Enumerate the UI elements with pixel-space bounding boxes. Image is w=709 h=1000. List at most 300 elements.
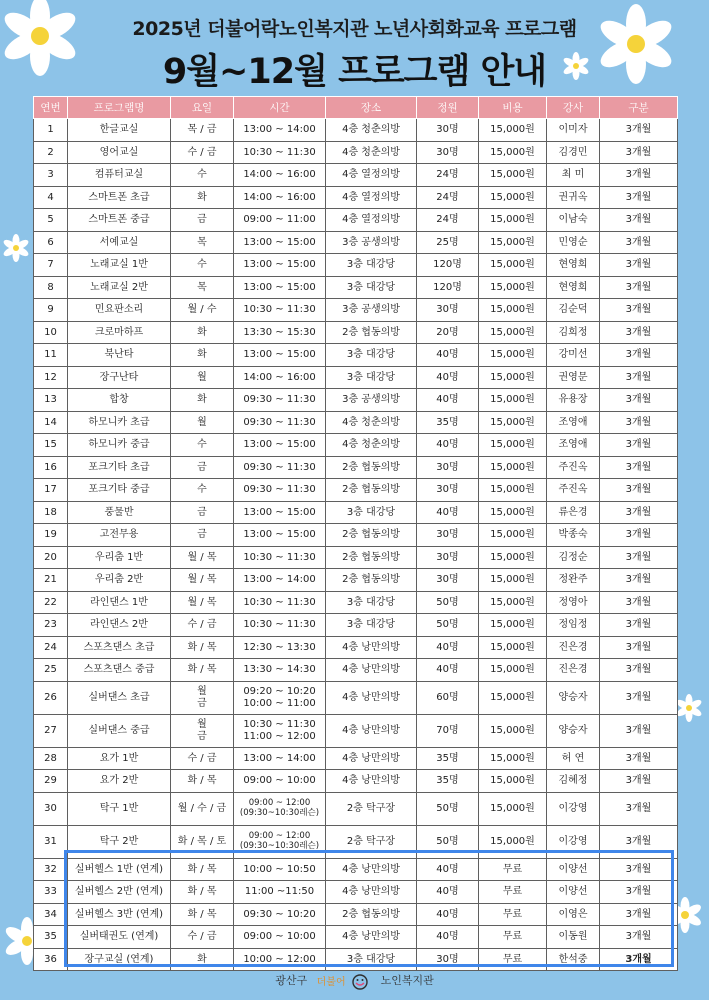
time-cell: 10:00 ~ 10:50 <box>234 858 326 881</box>
instructor-cell: 민영순 <box>547 231 600 254</box>
table-row <box>34 591 678 614</box>
day-cell: 화 <box>171 186 234 209</box>
table-row <box>34 524 678 547</box>
capacity-cell: 30명 <box>417 524 479 547</box>
location-cell: 3층 대강당 <box>326 501 417 524</box>
table-row <box>34 881 678 904</box>
term-cell: 3개월 <box>600 164 678 187</box>
time-cell: 09:30 ~ 11:30 <box>234 479 326 502</box>
time-cell: 13:30 ~ 15:30 <box>234 321 326 344</box>
day-cell: 월 / 목 <box>171 591 234 614</box>
capacity-cell: 60명 <box>417 681 479 714</box>
term-cell: 3개월 <box>600 714 678 747</box>
capacity-cell: 30명 <box>417 569 479 592</box>
fee-cell: 15,000원 <box>479 456 547 479</box>
fee-cell: 무료 <box>479 858 547 881</box>
capacity-cell: 24명 <box>417 186 479 209</box>
instructor-cell: 김희정 <box>547 321 600 344</box>
table-row <box>34 344 678 367</box>
day-cell: 월 <box>171 366 234 389</box>
instructor-cell: 이동원 <box>547 926 600 949</box>
instructor-cell: 이양선 <box>547 858 600 881</box>
location-cell: 2층 탁구장 <box>326 792 417 825</box>
location-cell: 4층 청춘의방 <box>326 141 417 164</box>
fee-cell: 15,000원 <box>479 119 547 142</box>
fee-cell: 15,000원 <box>479 770 547 793</box>
table-row <box>34 209 678 232</box>
location-cell: 2층 협동의방 <box>326 524 417 547</box>
row-number-cell: 1 <box>34 119 68 142</box>
capacity-cell: 30명 <box>417 546 479 569</box>
day-cell: 월 / 목 <box>171 546 234 569</box>
program-name-cell: 탁구 2반 <box>68 825 171 858</box>
day-cell: 수 <box>171 164 234 187</box>
location-cell: 3층 대강당 <box>326 591 417 614</box>
row-number-cell: 18 <box>34 501 68 524</box>
day-cell: 금 <box>171 501 234 524</box>
program-name-cell: 한글교실 <box>68 119 171 142</box>
column-header: 강사 <box>547 97 600 119</box>
fee-cell: 15,000원 <box>479 569 547 592</box>
fee-cell: 15,000원 <box>479 209 547 232</box>
time-cell: 09:00 ~ 10:00 <box>234 926 326 949</box>
time-line: 09:00 ~ 12:00 <box>248 797 311 808</box>
table-row <box>34 569 678 592</box>
fee-cell: 15,000원 <box>479 714 547 747</box>
instructor-cell: 주진옥 <box>547 456 600 479</box>
term-cell: 3개월 <box>600 792 678 825</box>
term-cell: 3개월 <box>600 546 678 569</box>
capacity-cell: 24명 <box>417 164 479 187</box>
fee-cell: 15,000원 <box>479 141 547 164</box>
location-cell: 4층 낭만의방 <box>326 659 417 682</box>
column-header: 장소 <box>326 97 417 119</box>
term-cell: 3개월 <box>600 434 678 457</box>
capacity-cell: 30명 <box>417 119 479 142</box>
flower-icon <box>675 694 703 722</box>
fee-cell: 15,000원 <box>479 254 547 277</box>
location-cell: 3층 대강당 <box>326 344 417 367</box>
program-name-cell: 노래교실 2반 <box>68 276 171 299</box>
location-cell: 2층 협동의방 <box>326 546 417 569</box>
term-cell: 3개월 <box>600 209 678 232</box>
row-number-cell: 15 <box>34 434 68 457</box>
time-cell: 10:30 ~ 11:30 <box>234 614 326 637</box>
program-name-cell: 우리춤 2반 <box>68 569 171 592</box>
table-row <box>34 501 678 524</box>
program-name-cell: 하모니카 초급 <box>68 411 171 434</box>
location-cell: 4층 청춘의방 <box>326 119 417 142</box>
instructor-cell: 권영문 <box>547 366 600 389</box>
column-header: 시간 <box>234 97 326 119</box>
term-cell: 3개월 <box>600 276 678 299</box>
row-number-cell: 27 <box>34 714 68 747</box>
term-cell: 3개월 <box>600 659 678 682</box>
day-cell: 금 <box>171 524 234 547</box>
fee-cell: 무료 <box>479 881 547 904</box>
fee-cell: 15,000원 <box>479 389 547 412</box>
row-number-cell: 2 <box>34 141 68 164</box>
table-row <box>34 792 678 825</box>
row-number-cell: 24 <box>34 636 68 659</box>
row-number-cell: 26 <box>34 681 68 714</box>
time-cell: 11:00 ~11:50 <box>234 881 326 904</box>
fee-cell: 15,000원 <box>479 231 547 254</box>
program-name-cell: 포크기타 중급 <box>68 479 171 502</box>
capacity-cell: 35명 <box>417 770 479 793</box>
location-cell: 4층 청춘의방 <box>326 411 417 434</box>
location-cell: 2층 협동의방 <box>326 903 417 926</box>
row-number-cell: 12 <box>34 366 68 389</box>
instructor-cell: 진은경 <box>547 659 600 682</box>
program-name-cell: 장구교실 (연계) <box>68 948 171 971</box>
location-cell: 4층 낭만의방 <box>326 714 417 747</box>
location-cell: 2층 협동의방 <box>326 456 417 479</box>
instructor-cell: 진은경 <box>547 636 600 659</box>
fee-cell: 15,000원 <box>479 276 547 299</box>
fee-cell: 15,000원 <box>479 186 547 209</box>
capacity-cell: 30명 <box>417 456 479 479</box>
day-cell <box>171 681 234 714</box>
table-row <box>34 546 678 569</box>
program-name-cell: 요가 1반 <box>68 747 171 770</box>
row-number-cell: 30 <box>34 792 68 825</box>
table-row <box>34 926 678 949</box>
location-cell: 3층 대강당 <box>326 254 417 277</box>
term-cell: 3개월 <box>600 299 678 322</box>
table-row <box>34 389 678 412</box>
day-cell: 수 / 금 <box>171 926 234 949</box>
program-name-cell: 북난타 <box>68 344 171 367</box>
term-cell: 3개월 <box>600 681 678 714</box>
smile-logo-icon <box>349 974 371 990</box>
program-name-cell: 합창 <box>68 389 171 412</box>
instructor-cell: 김정순 <box>547 546 600 569</box>
time-line: 10:30 ~ 11:30 <box>243 719 316 730</box>
fee-cell: 15,000원 <box>479 164 547 187</box>
capacity-cell: 30명 <box>417 479 479 502</box>
fee-cell: 15,000원 <box>479 591 547 614</box>
table-row <box>34 479 678 502</box>
program-name-cell: 포크기타 초급 <box>68 456 171 479</box>
day-cell: 수 <box>171 479 234 502</box>
capacity-cell: 50명 <box>417 825 479 858</box>
instructor-cell: 김혜정 <box>547 770 600 793</box>
location-cell: 4층 열정의방 <box>326 186 417 209</box>
capacity-cell: 40명 <box>417 344 479 367</box>
instructor-cell: 김경민 <box>547 141 600 164</box>
day-line: 금 <box>197 697 207 709</box>
capacity-cell: 40명 <box>417 926 479 949</box>
row-number-cell: 20 <box>34 546 68 569</box>
program-name-cell: 실버댄스 초급 <box>68 681 171 714</box>
time-cell: 10:00 ~ 12:00 <box>234 948 326 971</box>
table-row <box>34 411 678 434</box>
column-header: 요일 <box>171 97 234 119</box>
table-row <box>34 321 678 344</box>
capacity-cell: 70명 <box>417 714 479 747</box>
day-cell: 수 / 금 <box>171 747 234 770</box>
term-cell: 3개월 <box>600 591 678 614</box>
footer <box>0 972 709 990</box>
program-name-cell: 실버댄스 중급 <box>68 714 171 747</box>
program-name-cell: 풍물반 <box>68 501 171 524</box>
day-cell: 목 <box>171 276 234 299</box>
program-name-cell: 서예교실 <box>68 231 171 254</box>
row-number-cell: 19 <box>34 524 68 547</box>
term-cell: 3개월 <box>600 926 678 949</box>
term-cell: 3개월 <box>600 456 678 479</box>
table-body <box>34 119 678 971</box>
term-cell: 3개월 <box>600 321 678 344</box>
program-name-cell: 실버헬스 1반 (연계) <box>68 858 171 881</box>
day-cell: 화 <box>171 389 234 412</box>
instructor-cell: 한석중 <box>547 948 600 971</box>
program-name-cell: 크로마하프 <box>68 321 171 344</box>
table-row <box>34 231 678 254</box>
time-cell: 09:30 ~ 11:30 <box>234 411 326 434</box>
day-cell: 화 / 목 <box>171 636 234 659</box>
term-cell: 3개월 <box>600 770 678 793</box>
term-cell: 3개월 <box>600 858 678 881</box>
day-line: 월 <box>197 719 207 730</box>
capacity-cell: 30명 <box>417 948 479 971</box>
capacity-cell: 40명 <box>417 858 479 881</box>
fee-cell: 15,000원 <box>479 825 547 858</box>
time-line: 10:00 ~ 11:00 <box>243 697 316 709</box>
location-cell: 4층 열정의방 <box>326 209 417 232</box>
location-cell: 3층 공생의방 <box>326 389 417 412</box>
location-cell: 2층 협동의방 <box>326 479 417 502</box>
row-number-cell: 11 <box>34 344 68 367</box>
instructor-cell: 최 미 <box>547 164 600 187</box>
day-line: 월 <box>197 686 207 697</box>
instructor-cell: 조영애 <box>547 434 600 457</box>
location-cell: 3층 대강당 <box>326 276 417 299</box>
capacity-cell: 50명 <box>417 792 479 825</box>
capacity-cell: 40명 <box>417 903 479 926</box>
table-row <box>34 747 678 770</box>
capacity-cell: 35명 <box>417 747 479 770</box>
location-cell: 4층 낭만의방 <box>326 770 417 793</box>
table-row <box>34 299 678 322</box>
location-cell: 4층 낭만의방 <box>326 858 417 881</box>
table-row <box>34 659 678 682</box>
row-number-cell: 14 <box>34 411 68 434</box>
term-cell: 3개월 <box>600 948 678 971</box>
row-number-cell: 23 <box>34 614 68 637</box>
day-cell: 금 <box>171 209 234 232</box>
day-cell: 월 <box>171 411 234 434</box>
time-cell: 13:00 ~ 15:00 <box>234 254 326 277</box>
capacity-cell: 25명 <box>417 231 479 254</box>
table-header-row <box>34 97 678 119</box>
fee-cell: 15,000원 <box>479 479 547 502</box>
location-cell: 4층 청춘의방 <box>326 434 417 457</box>
time-cell: 12:30 ~ 13:30 <box>234 636 326 659</box>
term-cell: 3개월 <box>600 254 678 277</box>
program-name-cell: 탁구 1반 <box>68 792 171 825</box>
instructor-cell: 이영은 <box>547 903 600 926</box>
instructor-cell: 김순덕 <box>547 299 600 322</box>
day-cell: 화 / 목 <box>171 903 234 926</box>
time-cell: 10:30 ~ 11:30 <box>234 141 326 164</box>
day-cell: 화 / 목 / 토 <box>171 825 234 858</box>
day-cell: 월 / 목 <box>171 569 234 592</box>
fee-cell: 15,000원 <box>479 411 547 434</box>
instructor-cell: 권귀옥 <box>547 186 600 209</box>
row-number-cell: 25 <box>34 659 68 682</box>
row-number-cell: 29 <box>34 770 68 793</box>
location-cell: 2층 협동의방 <box>326 569 417 592</box>
location-cell: 4층 낭만의방 <box>326 681 417 714</box>
row-number-cell: 5 <box>34 209 68 232</box>
time-cell <box>234 681 326 714</box>
program-name-cell: 컴퓨터교실 <box>68 164 171 187</box>
instructor-cell: 정완주 <box>547 569 600 592</box>
day-cell: 수 / 금 <box>171 141 234 164</box>
row-number-cell: 36 <box>34 948 68 971</box>
location-cell: 4층 낭만의방 <box>326 747 417 770</box>
row-number-cell: 34 <box>34 903 68 926</box>
program-name-cell: 스포츠댄스 초급 <box>68 636 171 659</box>
row-number-cell: 9 <box>34 299 68 322</box>
table-row <box>34 119 678 142</box>
time-cell: 10:30 ~ 11:30 <box>234 591 326 614</box>
day-cell: 월 / 수 / 금 <box>171 792 234 825</box>
footer-district: 광산구 <box>275 974 308 987</box>
time-cell: 13:00 ~ 14:00 <box>234 119 326 142</box>
time-cell: 14:00 ~ 16:00 <box>234 186 326 209</box>
capacity-cell: 24명 <box>417 209 479 232</box>
capacity-cell: 120명 <box>417 254 479 277</box>
program-name-cell: 스포츠댄스 중급 <box>68 659 171 682</box>
instructor-cell: 이남숙 <box>547 209 600 232</box>
row-number-cell: 33 <box>34 881 68 904</box>
instructor-cell: 이강영 <box>547 792 600 825</box>
table-row <box>34 141 678 164</box>
term-cell: 3개월 <box>600 344 678 367</box>
instructor-cell: 조영애 <box>547 411 600 434</box>
instructor-cell: 이강영 <box>547 825 600 858</box>
time-cell <box>234 714 326 747</box>
instructor-cell: 정영아 <box>547 591 600 614</box>
program-name-cell: 장구난타 <box>68 366 171 389</box>
term-cell: 3개월 <box>600 389 678 412</box>
location-cell: 3층 대강당 <box>326 366 417 389</box>
table-row <box>34 254 678 277</box>
table-row <box>34 948 678 971</box>
time-line: (09:30~10:30레슨) <box>239 807 320 818</box>
instructor-cell: 박종숙 <box>547 524 600 547</box>
time-cell: 09:30 ~ 11:30 <box>234 456 326 479</box>
table-row <box>34 714 678 747</box>
day-cell: 수 <box>171 434 234 457</box>
capacity-cell: 50명 <box>417 591 479 614</box>
time-cell: 09:00 ~ 11:00 <box>234 209 326 232</box>
capacity-cell: 30명 <box>417 141 479 164</box>
location-cell: 3층 공생의방 <box>326 231 417 254</box>
day-cell: 월 / 수 <box>171 299 234 322</box>
time-cell: 10:30 ~ 11:30 <box>234 546 326 569</box>
instructor-cell: 현영희 <box>547 254 600 277</box>
day-cell: 화 / 목 <box>171 659 234 682</box>
time-cell: 13:00 ~ 14:00 <box>234 747 326 770</box>
capacity-cell: 40명 <box>417 501 479 524</box>
table-row <box>34 434 678 457</box>
location-cell: 2층 협동의방 <box>326 321 417 344</box>
page-title: 9월~12월 프로그램 안내 <box>162 52 547 92</box>
day-cell <box>171 714 234 747</box>
fee-cell: 15,000원 <box>479 659 547 682</box>
capacity-cell: 120명 <box>417 276 479 299</box>
capacity-cell: 30명 <box>417 299 479 322</box>
time-cell: 13:00 ~ 15:00 <box>234 434 326 457</box>
term-cell: 3개월 <box>600 186 678 209</box>
program-table <box>33 96 678 971</box>
capacity-cell: 50명 <box>417 614 479 637</box>
column-header: 연번 <box>34 97 68 119</box>
time-cell: 13:00 ~ 15:00 <box>234 231 326 254</box>
program-name-cell: 민요판소리 <box>68 299 171 322</box>
program-name-cell: 스마트폰 중급 <box>68 209 171 232</box>
capacity-cell: 40명 <box>417 881 479 904</box>
program-name-cell: 영어교실 <box>68 141 171 164</box>
term-cell: 3개월 <box>600 231 678 254</box>
location-cell: 4층 낭만의방 <box>326 926 417 949</box>
instructor-cell: 현영희 <box>547 276 600 299</box>
column-header: 프로그램명 <box>68 97 171 119</box>
logo <box>317 973 371 990</box>
time-cell: 13:00 ~ 15:00 <box>234 524 326 547</box>
program-name-cell: 실버헬스 3반 (연계) <box>68 903 171 926</box>
program-name-cell: 노래교실 1반 <box>68 254 171 277</box>
time-line: 11:00 ~ 12:00 <box>243 730 316 742</box>
program-name-cell: 고전무용 <box>68 524 171 547</box>
logo-text: 더불어 <box>316 976 346 988</box>
day-cell: 화 <box>171 321 234 344</box>
table-row <box>34 614 678 637</box>
capacity-cell: 40명 <box>417 389 479 412</box>
time-line: (09:30~10:30레슨) <box>239 840 320 851</box>
time-cell: 13:30 ~ 14:30 <box>234 659 326 682</box>
time-cell: 10:30 ~ 11:30 <box>234 299 326 322</box>
capacity-cell: 35명 <box>417 411 479 434</box>
row-number-cell: 21 <box>34 569 68 592</box>
row-number-cell: 10 <box>34 321 68 344</box>
fee-cell: 무료 <box>479 948 547 971</box>
row-number-cell: 3 <box>34 164 68 187</box>
time-cell: 09:30 ~ 11:30 <box>234 389 326 412</box>
location-cell: 3층 공생의방 <box>326 299 417 322</box>
program-name-cell: 요가 2반 <box>68 770 171 793</box>
day-cell: 화 <box>171 344 234 367</box>
fee-cell: 15,000원 <box>479 636 547 659</box>
day-line: 금 <box>197 730 207 742</box>
term-cell: 3개월 <box>600 614 678 637</box>
day-cell: 화 / 목 <box>171 858 234 881</box>
day-cell: 금 <box>171 456 234 479</box>
term-cell: 3개월 <box>600 119 678 142</box>
time-cell: 14:00 ~ 16:00 <box>234 366 326 389</box>
fee-cell: 15,000원 <box>479 344 547 367</box>
table-row <box>34 164 678 187</box>
capacity-cell: 40명 <box>417 434 479 457</box>
instructor-cell: 정임정 <box>547 614 600 637</box>
instructor-cell: 이미자 <box>547 119 600 142</box>
term-cell: 3개월 <box>600 501 678 524</box>
instructor-cell: 류은경 <box>547 501 600 524</box>
